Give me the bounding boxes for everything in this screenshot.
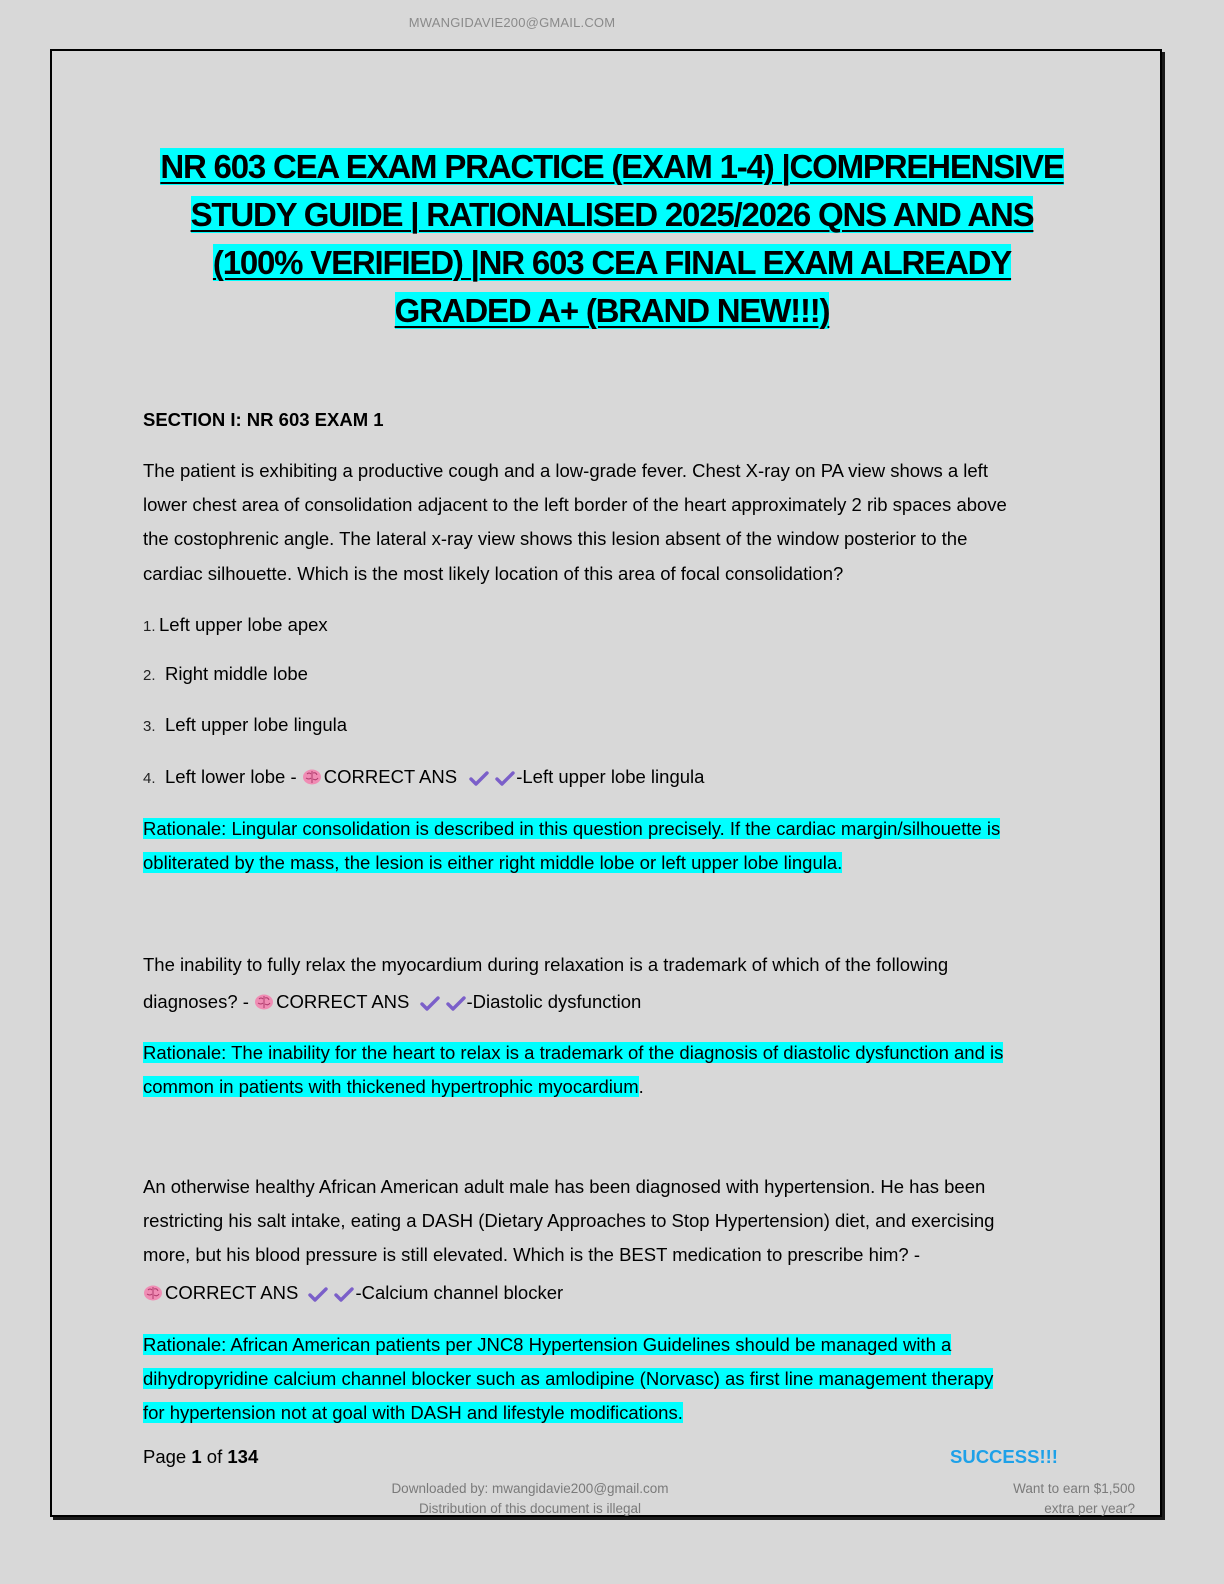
- document-title: [140, 143, 1084, 335]
- q2-rationale: [143, 1036, 1078, 1104]
- rationale-line-2: obliterated by the mass, the lesion is either right middle lobe or left upper lobe lingula.: [143, 852, 843, 874]
- q2-line-1: The inability to fully relax the myocardium during relaxation is a trademark of which of the following: [143, 954, 949, 975]
- earn-line-2: extra per year?: [1044, 1501, 1135, 1516]
- q1-option-4: [143, 765, 704, 791]
- rationale-line-1: Rationale: The inability for the heart to relax is a trademark of the diagnosis of diastolic dysfunction and is: [143, 1042, 1004, 1063]
- rationale-line-1: Rationale: African American patients per JNC8 Hypertension Guidelines should be managed with a: [143, 1334, 952, 1355]
- download-notice: [330, 1479, 730, 1519]
- check-icon: [307, 1286, 329, 1302]
- q1-rationale: [143, 812, 1078, 880]
- q1-option-3: [143, 713, 347, 739]
- rationale-period: .: [638, 1076, 644, 1098]
- q3-line-1: An otherwise healthy African American adult male has been diagnosed with hypertension. He has been: [143, 1176, 986, 1197]
- q1-line-1: The patient is exhibiting a productive cough and a low-grade fever. Chest X-ray on PA view shows a left: [143, 460, 988, 481]
- title-line-4: GRADED A+ (BRAND NEW!!!): [394, 292, 830, 329]
- page-number: [143, 1446, 258, 1468]
- correct-answer: -Calcium channel blocker: [355, 1282, 564, 1303]
- check-icon: [419, 995, 441, 1011]
- success-text: SUCCESS!!!: [950, 1446, 1058, 1467]
- downloaded-by: Downloaded by: mwangidavie200@gmail.com: [391, 1481, 669, 1496]
- option-text: Left lower lobe -: [165, 766, 302, 787]
- option-number: 1.: [143, 618, 156, 635]
- q1-option-2: [143, 662, 308, 688]
- current-page: 1: [191, 1446, 202, 1467]
- brain-icon: [254, 993, 274, 1011]
- option-text: Right middle lobe: [165, 663, 308, 684]
- q1-line-3: the costophrenic angle. The lateral x-ray view shows this lesion absent of the window posterior to the: [143, 528, 968, 550]
- brain-icon: [302, 768, 322, 786]
- correct-ans-label: CORRECT ANS: [276, 990, 410, 1012]
- q3-answer-line: [143, 1281, 563, 1305]
- q3-rationale: [143, 1328, 1078, 1431]
- earn-promo[interactable]: [960, 1479, 1135, 1519]
- correct-ans-label: CORRECT ANS: [323, 766, 458, 787]
- question-3-text: [143, 1170, 1078, 1273]
- check-icon: [333, 1286, 355, 1302]
- of-word: of: [201, 1446, 228, 1467]
- rationale-line-3: for hypertension not at goal with DASH and lifestyle modifications.: [143, 1402, 683, 1424]
- total-pages: 134: [227, 1446, 259, 1467]
- correct-ans-label: CORRECT ANS: [165, 1282, 299, 1303]
- q1-line-4: cardiac silhouette. Which is the most likely location of this area of focal consolidation?: [143, 562, 844, 584]
- question-1-text: [143, 454, 1078, 591]
- correct-answer: -Left upper lobe lingula: [516, 766, 705, 787]
- brain-icon: [143, 1284, 163, 1302]
- option-number: 4.: [143, 770, 156, 787]
- option-number: 3.: [143, 718, 156, 735]
- option-text: Left upper lobe lingula: [165, 714, 348, 735]
- q1-option-1: [143, 613, 328, 639]
- q1-line-2: lower chest area of consolidation adjacent to the left border of the heart approximately 2 rib spaces above: [143, 494, 1007, 516]
- section-heading: SECTION I: NR 603 EXAM 1: [143, 409, 384, 430]
- check-icon: [445, 995, 467, 1011]
- top-watermark: MWANGIDAVIE200@GMAIL.COM: [408, 15, 616, 30]
- page-word: Page: [143, 1446, 192, 1467]
- rationale-line-1: Rationale: Lingular consolidation is described in this question precisely. If the cardiac margin/silhouette is: [143, 818, 1001, 839]
- earn-line-1: Want to earn $1,500: [1013, 1481, 1135, 1496]
- q3-line-2: restricting his salt intake, eating a DASH (Dietary Approaches to Stop Hypertension) diet, and exercising: [143, 1210, 995, 1232]
- question-2-text: [143, 947, 1078, 1020]
- rationale-line-2: common in patients with thickened hypertrophic myocardium: [143, 1076, 639, 1098]
- distribution-notice: Distribution of this document is illegal: [418, 1501, 642, 1516]
- option-text: Left upper lobe apex: [159, 614, 328, 635]
- q2-line-2: diagnoses? -: [143, 990, 255, 1012]
- check-icon: [494, 770, 516, 786]
- check-icon: [468, 770, 490, 786]
- rationale-line-2: dihydropyridine calcium channel blocker such as amlodipine (Norvasc) as first line management therapy: [143, 1368, 994, 1390]
- title-line-3: (100% VERIFIED) |NR 603 CEA FINAL EXAM ALREADY: [212, 244, 1012, 281]
- title-line-2: STUDY GUIDE | RATIONALISED 2025/2026 QNS AND ANS: [190, 196, 1034, 233]
- correct-answer: -Diastolic dysfunction: [466, 990, 642, 1012]
- option-number: 2.: [143, 667, 156, 684]
- q3-line-3: more, but his blood pressure is still elevated. Which is the BEST medication to prescribe him? -: [143, 1244, 920, 1266]
- title-line-1: NR 603 CEA EXAM PRACTICE (EXAM 1-4) |COMPREHENSIVE: [160, 148, 1064, 185]
